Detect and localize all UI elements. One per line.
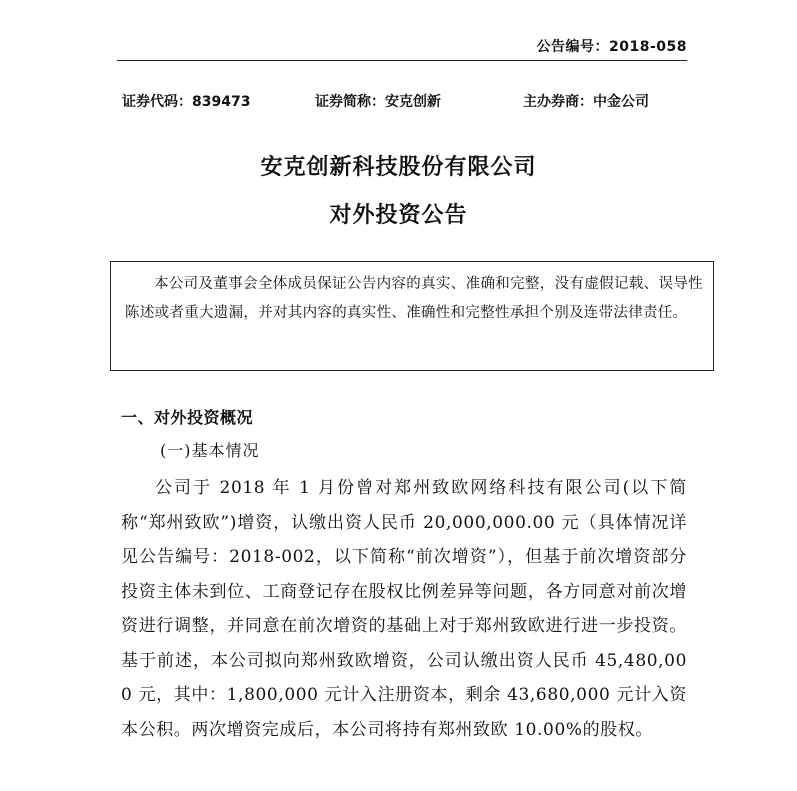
section-heading: 一、对外投资概况: [121, 408, 254, 427]
subsection-heading: (一)基本情况: [160, 441, 260, 460]
header-divider: [117, 60, 687, 61]
sponsor-broker: 主办券商：中金公司: [523, 94, 649, 110]
document-title: 对外投资公告: [329, 203, 468, 228]
disclaimer-notice-box: 本公司及董事会全体成员保证公告内容的真实、准确和完整，没有虚假记载、误导性陈述或者重大遗漏，并对其内容的真实性、准确性和完整性承担个别及连带法律责任。: [110, 261, 714, 371]
body-paragraph: 公司于 2018 年 1 月份曾对郑州致欧网络科技有限公司(以下简称“郑州致欧”)增资，认缴出资人民币 20,000,000.00 元（具体情况详见公告编号：2018-002，以下简称“前次增资”），但基于前次增资部分投资主体未到位、工商登记存在股权比例差异等问题，各方同意对前次增资进行调整，并同意在前次增资的基础上对于郑州致欧进行进一步投资。基于前述，本公司拟向郑州致欧增资，公司认缴出资人民币 45,480,000 元，其中：1,800,000 元计入注册资本，剩余 43,680,000 元计入资本公积。两次增资完成后，本公司将持有郑州致欧 10.00%的股权。: [121, 478, 687, 740]
company-title: 安克创新科技股份有限公司: [260, 155, 537, 180]
security-code: 证券代码：839473: [122, 94, 251, 110]
announcement-number: 公告编号：2018-058: [536, 39, 687, 55]
security-name: 证券简称：安克创新: [315, 94, 441, 110]
